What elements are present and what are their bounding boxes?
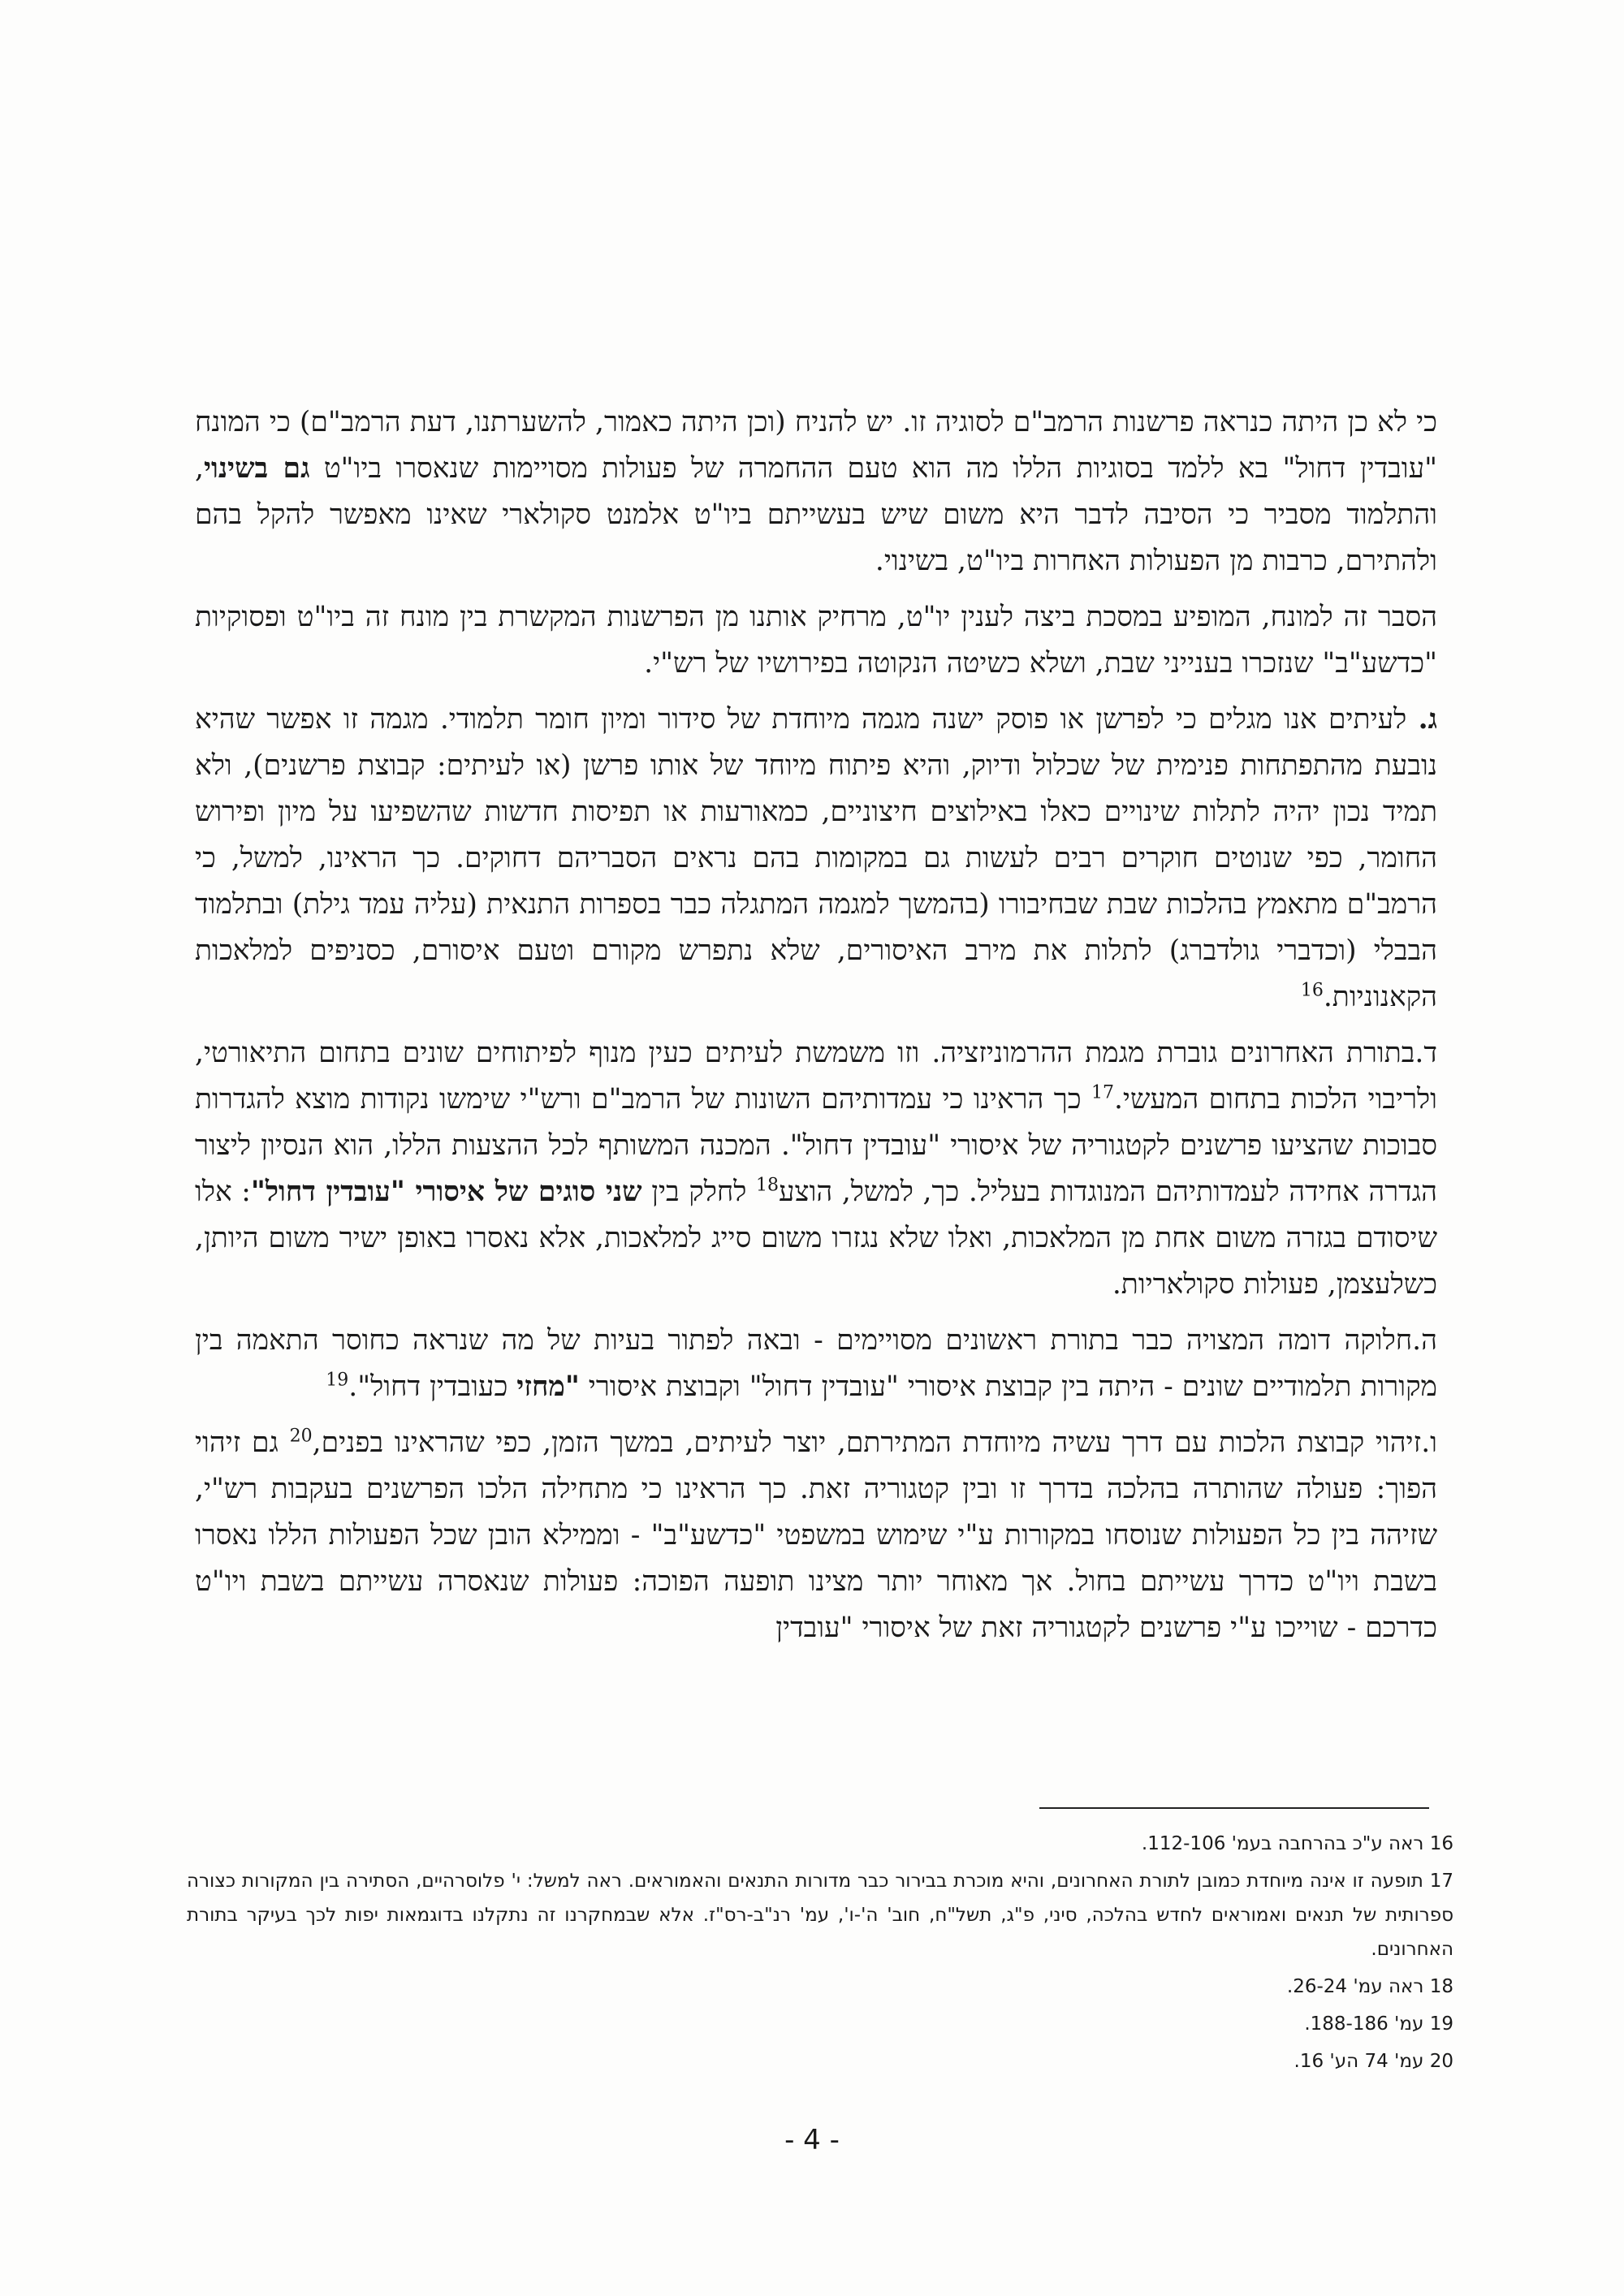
page-number: - 4 - — [784, 2124, 840, 2156]
footnote-ref-17[interactable]: 17 — [1091, 1082, 1114, 1103]
paragraph-6 — [195, 1420, 1437, 1651]
footnote-number: 20 — [1429, 2051, 1453, 2072]
footnote-text: ראה ע"כ בהרחבה בעמ' 112-106. — [1141, 1833, 1424, 1854]
footnote — [187, 1864, 1453, 1966]
paragraph-3-text: לעיתים אנו מגלים כי לפרשן או פוסק ישנה מגמה מיוחדת של סידור ומיון חומר תלמודי. מגמה זו אפשר שהיא נובעת מהתפתחות פנימית של שכלול ודיוק, והיא פיתוח מיוחד של אותו פרשן (או לעיתים: קבוצת פרשנים), ולא תמיד נכון יהיה לתלות שינויים כאלו באילוצים חיצוניים, כמאורעות או תפיסות חדשות שהשפיעו על מיון ופירוש החומר, כפי שנוטים חוקרים רבים לעשות גם במקומות בהם נראים הסבריהם דחוקים. כך הראינו, למשל, כי הרמב"ם מתאמץ בהלכות שבת שבחיבורו (בהמשך למגמה המתגלה כבר בספרות התנאית (עליה עמד גילת) ובתלמוד הבבלי (וכדברי גולדברג) לתלות את מירב האיסורים, שלא נתפרש מקורם וטעם איסורם, כסניפים למלאכות הקאנוניות. — [195, 703, 1437, 1013]
footnote — [187, 2007, 1453, 2041]
footnote — [187, 1970, 1453, 2004]
paragraph-2 — [195, 594, 1437, 687]
footnote-number: 19 — [1429, 2013, 1453, 2035]
paragraph-5-text-b: כעובדין דחול". — [348, 1370, 517, 1403]
footnote-ref-18[interactable]: 18 — [755, 1175, 779, 1196]
paragraph-4 — [195, 1030, 1437, 1308]
paragraph-1-text-a: כי לא כן היתה כנראה פרשנות הרמב"ם לסוגיה זו. יש להניח (וכן היתה כאמור, להשערתנו, דעת הרמב"ם) כי המונח "עובדין דחול" בא ללמד בסוגיות הללו מה הוא טעם ההחמרה של פעולות מסויימות שנאסרו ביו"ט — [195, 406, 1438, 485]
footnote-ref-20[interactable]: 20 — [289, 1426, 313, 1447]
paragraph-1-emphasis: גם בשינוי — [203, 452, 310, 485]
paragraph-2-text: הסבר זה למונח, המופיע במסכת ביצה לענין יו"ט, מרחיק אותנו מן הפרשנות המקשרת בין מונח זה ביו"ט ופסוקיות "כדשע"ב" שנזכרו בענייני שבת, ושלא כשיטה הנקוטה בפירושיו של רש"י. — [195, 601, 1437, 680]
paragraph-6-text-b: גם זיהוי הפוך: פעולה שהותרה בהלכה בדרך זו ובין קטגוריה זאת. כך הראינו כי מתחילה הלכו הפרשנים בעקבות רש"י, שזיהה בין כל הפעולות שנוסחו במקורות ע"י שימוש במשפטי "כדשע"ב" - וממילא הובן שכל הפעולות הללו נאסרו בשבת ויו"ט כדרך עשייתם בחול. אך מאוחר יותר מצינו תופעה הפוכה: פעולות שנאסרה עשייתם בשבת ויו"ט כדרכם - שוייכו ע"י פרשנים לקטגוריה זאת של איסורי "עובדין — [195, 1426, 1437, 1644]
footnote-ref-16[interactable]: 16 — [1300, 980, 1324, 1001]
body-text — [195, 399, 1437, 1661]
footnote-separator — [1039, 1807, 1429, 1809]
paragraph-5-text-a: ה.חלוקה דומה המצויה כבר בתורת ראשונים מסויימים - ובאה לפתור בעיות של מה שנראה כחוסר התאמה בין מקורות תלמודיים שונים - היתה בין קבוצת איסורי "עובדין דחול" וקבוצת איסורי — [195, 1324, 1437, 1403]
footnote-text: עמ' 188-186. — [1304, 2013, 1424, 2035]
footnote-ref-19[interactable]: 19 — [326, 1370, 349, 1391]
paragraph-5-emphasis: "מחזי — [516, 1370, 580, 1403]
paragraph-1-text-b: , והתלמוד מסביר כי הסיבה לדבר היא משום שיש בעשייתם ביו"ט אלמנט סקולארי שאינו מאפשר להקל בהם ולהתירם, כרבות מן הפעולות האחרות ביו"ט, בשינוי. — [195, 452, 1437, 577]
footnote-number: 17 — [1429, 1871, 1453, 1892]
paragraph-4-emphasis: שני סוגים של איסורי "עובדין דחול" — [250, 1176, 642, 1208]
footnote-text: תופעה זו אינה מיוחדת כמובן לתורת האחרונים, והיא מוכרת בבירור כבר מדורות התנאים והאמוראים. ראה למשל: י' פלוסרהיים, הסתירה בין המקורות כצורה ספרותית של תנאים ואמוראים לחדש בהלכה, סיני, פ"ג, תשל"ח, חוב' ה'-ו', עמ' רנ"ב-רס"ז. אלא שבמחקרנו זה נתקלנו בדוגמאות יפות לכך בעיקר בתורת האחרונים. — [187, 1871, 1453, 1960]
paragraph-4-text-b: כך הראינו כי עמדותיהם השונות של הרמב"ם ורש"י שימשו נקודות מוצא להגדרות סבוכות שהציעו פרשנים לקטגוריה של איסורי "עובדין דחול". המכנה המשותף לכל ההצעות הללו, הוא הנסיון ליצור הגדרה אחידה לעמדותיהם המנוגדות בעליל. כך, למשל, הוצע — [195, 1083, 1438, 1208]
paragraph-4-text-a: ד.בתורת האחרונים גוברת מגמת ההרמוניזציה. וזו משמשת לעיתים כעין מנוף לפיתוחים שונים בתחום התיאורטי, ולריבוי הלכות בתחום המעשי. — [195, 1037, 1437, 1116]
paragraph-3 — [195, 697, 1437, 1021]
footnotes — [187, 1827, 1453, 2082]
paragraph-1 — [195, 399, 1437, 585]
footnote-text: ראה עמ' 26-24. — [1286, 1976, 1424, 1997]
footnote — [187, 1827, 1453, 1861]
footnote-number: 16 — [1429, 1833, 1453, 1854]
paragraph-4-text-c: לחלק בין — [651, 1176, 756, 1208]
paragraph-6-text-a: ו.זיהוי קבוצת הלכות עם דרך עשיה מיוחדת המתירתם, יוצר לעיתים, במשך הזמן, כפי שהראינו בפנים, — [312, 1426, 1438, 1459]
footnote-number: 18 — [1429, 1976, 1453, 1997]
footnote — [187, 2044, 1453, 2078]
paragraph-5 — [195, 1318, 1437, 1410]
footnote-text: עמ' 74 הע' 16. — [1294, 2051, 1424, 2072]
paragraph-4-text-d: : אלו שיסודם בגזרה משום אחת מן המלאכות, ואלו שלא נגזרו משום סייג למלאכות, אלא נאסרו באופן ישיר משום היותן, כשלעצמן, פעולות סקולאריות. — [195, 1176, 1437, 1301]
paragraph-3-label: ג. — [1418, 703, 1437, 736]
